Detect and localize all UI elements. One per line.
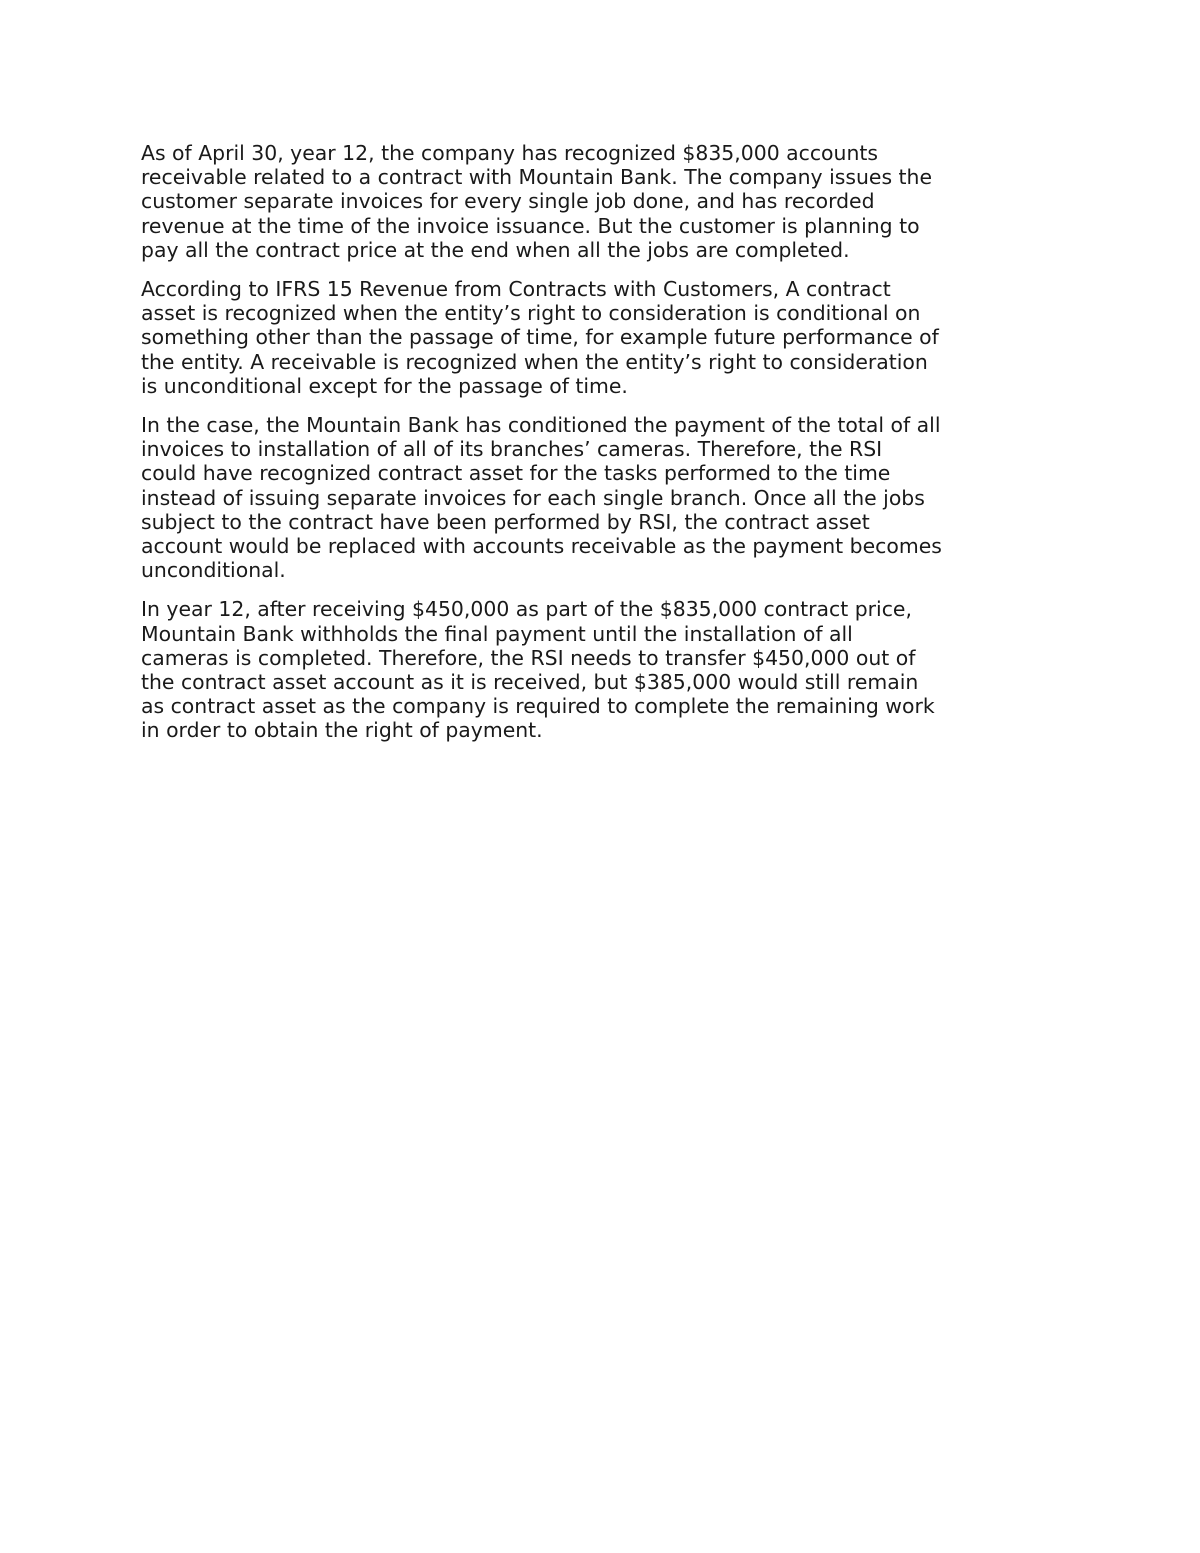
paragraph-4: In year 12, after receiving $450,000 as part of the $835,000 contract price, Mountain Bank withholds the final payment until the installation of all cameras is completed. Therefore, the RSI needs to transfer $450,000 out of the contract asset account as it is received, but $385,000 would still remain as contract asset as the company is required to complete the remaining work in order to obtain the right of payment. bbox=[141, 597, 935, 743]
paragraph-1: As of April 30, year 12, the company has recognized $835,000 accounts receivable related to a contract with Mountain Bank. The company issues the customer separate invoices for every single job done, and has recorded revenue at the time of the invoice issuance. But the customer is planning to pay all the contract price at the end when all the jobs are completed. bbox=[141, 141, 933, 262]
paragraph-3: In the case, the Mountain Bank has conditioned the payment of the total of all invoices to installation of all of its branches’ cameras. Therefore, the RSI could have recognized contract asset for the tasks performed to the time instead of issuing separate invoices for each single branch. Once all the jobs subject to the contract have been performed by RSI, the contract asset account would be replaced with accounts receivable as the payment becomes unconditional. bbox=[141, 413, 942, 583]
document-body bbox=[141, 141, 1061, 758]
paragraph-2: According to IFRS 15 Revenue from Contracts with Customers, A contract asset is recognized when the entity’s right to consideration is conditional on something other than the passage of time, for example future performance of the entity. A receivable is recognized when the entity’s right to consideration is unconditional except for the passage of time. bbox=[141, 277, 939, 398]
